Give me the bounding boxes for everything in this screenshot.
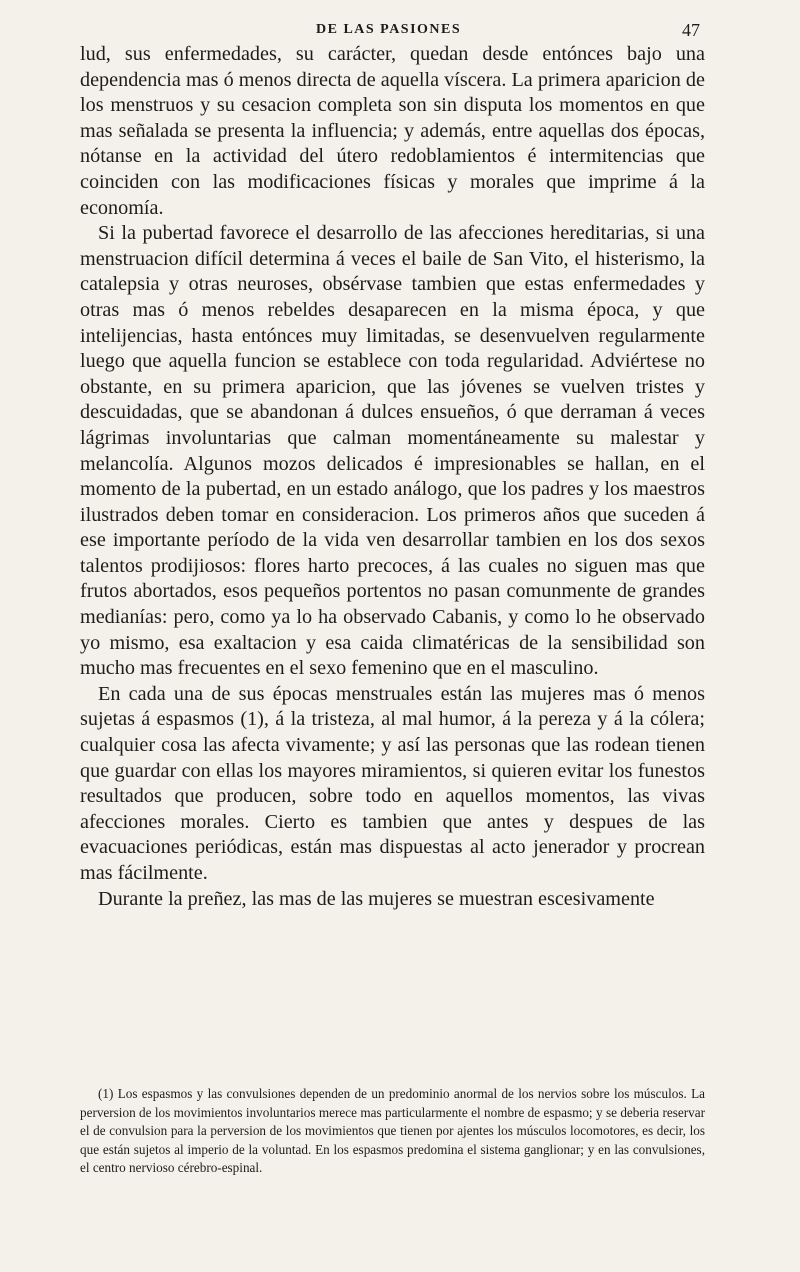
- page-header: [300, 20, 700, 44]
- paragraph-continued: lud, sus enfermedades, su carácter, quedan desde entónces bajo una dependencia mas ó menos directa de aquella víscera. La primera aparicion de los menstruos y su cesacion completa son sin disputa los momentos en que mas señalada se presenta la influencia; y además, entre aquellas dos épocas, nótanse en la actividad del útero redoblamientos é intermitencias que coinciden con las modificaciones físicas y morales que imprime á la economía.: [80, 43, 705, 219]
- running-head: DE LAS PASIONES: [316, 22, 462, 37]
- page-number: 47: [682, 20, 700, 40]
- footnote-1: (1) Los espasmos y las convulsiones dependen de un predominio anormal de los nervios sobre los músculos. La perversion de los movimientos involuntarios merece mas particularmente el nombre de espasmo; y se deberia reservar el de convulsion para la perversion de los movimientos que tienen por ajentes los músculos locomotores, es decir, los que están sujetos al imperio de la voluntad. En los espasmos predomina el sistema ganglionar; y en las convulsiones, el centro nervioso cérebro-espinal.: [80, 1086, 705, 1175]
- body-text: [80, 42, 705, 912]
- paragraph: Si la pubertad favorece el desarrollo de las afecciones hereditarias, si una menstruacion difícil determina á veces el baile de San Vito, el histerismo, la catalepsia y otras neuroses, obsérvase tambien que estas enfermedades y otras mas ó menos rebeldes desaparecen en la misma época, y que intelijencias, hasta entónces muy limitadas, se desenvuelven regularmente luego que aquella funcion se establece con toda regularidad. Adviértese no obstante, en su primera aparicion, que las jóvenes se vuelven tristes y descuidadas, que se abandonan á dulces ensueños, ó que derraman á veces lágrimas involuntarias que calman momentáneamente su malestar y melancolía. Algunos mozos delicados é impresionables se hallan, en el momento de la pubertad, en un estado análogo, que los padres y los maestros ilustrados deben tomar en consideracion. Los primeros años que suceden á ese importante período de la vida ven desarrollar tambien en los dos sexos talentos prodijiosos: flores harto precoces, á las cuales no siguen mas que frutos abortados, esos pequeños portentos no pasan comunmente de grandes medianías: pero, como ya lo ha observado Cabanis, y como lo he observado yo mismo, esa exaltacion y esa caida climatéricas de la sensibilidad son mucho mas frecuentes en el sexo femenino que en el masculino.: [80, 222, 705, 680]
- paragraph: Durante la preñez, las mas de las mujeres se muestran escesivamente: [98, 887, 655, 910]
- footnotes: [80, 1085, 705, 1178]
- paragraph: En cada una de sus épocas menstruales están las mujeres mas ó menos sujetas á espasmos (1), á la tristeza, al mal humor, á la pereza y á la cólera; cualquier cosa las afecta vivamente; y así las personas que las rodean tienen que guardar con ellas los mayores miramientos, si quieren evitar los funestos resultados que producen, sobre todo en aquellos momentos, las vivas afecciones morales. Cierto es tambien que antes y despues de las evacuaciones periódicas, están mas dispuestas al acto jenerador y procrean mas fácilmente.: [80, 682, 705, 884]
